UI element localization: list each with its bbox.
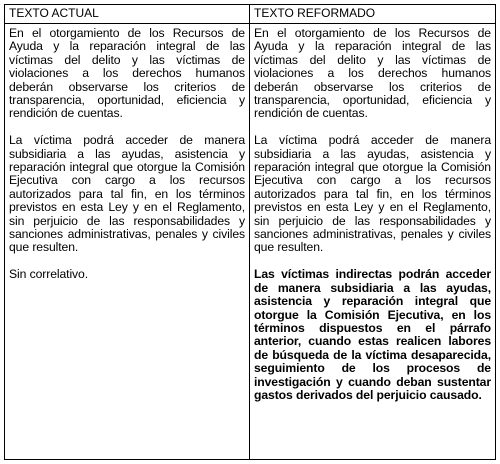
actual-paragraph-1: En el otorgamiento de los Recursos de Ayuda y la reparación integral de las víctimas del delito y las víctimas de violaciones a los derechos humanos deberán observarse los criterios de transparencia, oportunidad, eficiencia y rendición de cuentas. xyxy=(9,26,245,121)
texto-actual-cell xyxy=(5,24,250,460)
actual-paragraph-3: Sin correlativo. xyxy=(9,267,89,282)
comparison-table xyxy=(4,4,496,460)
texto-reformado-cell xyxy=(250,24,496,460)
reformado-paragraph-1: En el otorgamiento de los Recursos de Ayuda y la reparación integral de las víctimas del delito y las víctimas de violaciones a los derechos humanos deberán observarse los criterios de transparencia, oportunidad, eficiencia y rendición de cuentas. xyxy=(254,26,491,121)
header-texto-actual: TEXTO ACTUAL xyxy=(5,5,250,24)
header-texto-reformado: TEXTO REFORMADO xyxy=(250,5,496,24)
actual-paragraph-2: La víctima podrá acceder de manera subsidiaria a las ayudas, asistencia y reparación integral que otorgue la Comisión Ejecutiva con cargo a los recursos autorizados para tal fin, en los términos previstos en esta Ley y en el Reglamento, sin perjuicio de las responsabilidades y sanciones administrativas, penales y civiles que resulten. xyxy=(9,133,245,255)
content-row xyxy=(5,24,496,460)
header-row xyxy=(5,5,496,24)
reformado-paragraph-2: La víctima podrá acceder de manera subsidiaria a las ayudas, asistencia y reparación integral que otorgue la Comisión Ejecutiva con cargo a los recursos autorizados para tal fin, en los términos previstos en esta Ley y en el Reglamento, sin perjuicio de las responsabilidades y sanciones administrativas, penales y civiles que resulten. xyxy=(254,133,491,255)
reformado-paragraph-3: Las víctimas indirectas podrán acceder de manera subsidiaria a las ayudas, asistencia y reparación integral que otorgue la Comisión Ejecutiva, en los términos dispuestos en el párrafo anterior, cuando estas realicen labores de búsqueda de la víctima desaparecida, seguimiento de los procesos de investigación y cuando deban sustentar gastos derivados del perjuicio causado. xyxy=(254,267,491,402)
